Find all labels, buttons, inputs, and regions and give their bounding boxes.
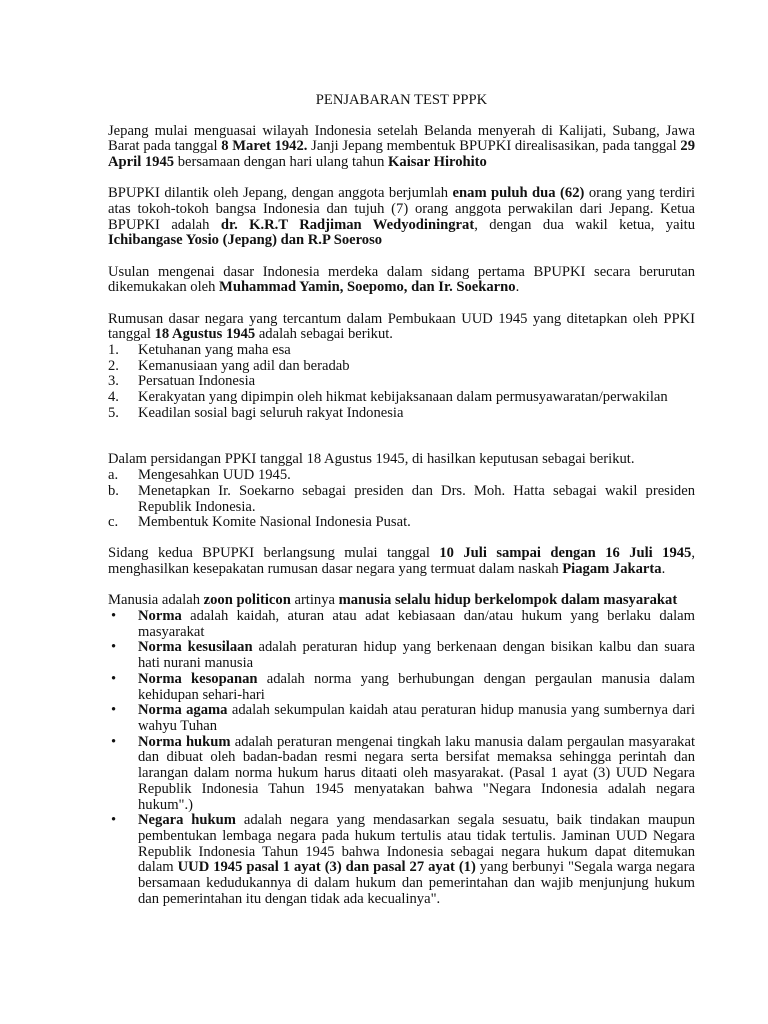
bold-text: Kaisar Hirohito [388,154,487,171]
bold-text: enam puluh dua (62) [452,185,585,202]
bullet-icon: • [111,639,117,656]
text-run: Manusia adalah [108,592,204,609]
text-run: Kemanusiaan yang adil dan beradab [138,357,350,374]
bullet-icon: • [111,812,117,829]
bold-text: 8 Maret 1942. [221,138,308,155]
bullet-list [108,609,695,907]
text-run: Sidang kedua BPUPKI berlangsung mulai tanggal [108,545,440,562]
list-item [108,374,695,390]
paragraph [108,312,695,343]
bold-text: Norma kesusilaan [138,639,253,656]
text-run: Menetapkan Ir. Soekarno sebagai presiden dan Drs. Moh. Hatta sebagai wakil presiden Republik Indonesia. [138,482,695,515]
bold-text: 29 April 1945 [108,138,695,171]
document-page [108,93,695,923]
paragraph [108,452,695,468]
bold-text: Piagam Jakarta [562,561,662,578]
bold-text: 10 Juli sampai dengan 16 Juli 1945 [439,545,692,562]
list-item-text [138,515,695,531]
text-run: Kerakyatan yang dipimpin oleh hikmat kebijaksanaan dalam permusyawaratan/perwakilan [138,389,668,406]
text-run: artinya [290,592,339,609]
list-item-text [138,609,695,640]
text-run: adalah kaidah, aturan atau adat kebiasaan dan/atau hukum yang berlaku dalam masyarakat [138,608,695,640]
list-marker: 4. [108,389,119,406]
text-run: Persatuan Indonesia [138,373,256,390]
document-body [108,124,695,908]
text-run: Jepang mulai menguasai wilayah Indonesia setelah Belanda menyerah di Kalijati, Subang, Jawa Barat pada tanggal [108,122,695,155]
list-item [108,359,695,375]
text-run: Ketuhanan yang maha esa [138,341,291,358]
bullet-icon: • [111,702,117,719]
list-marker: c. [108,514,119,531]
text-run: orang yang terdiri atas tokoh-tokoh bangsa Indonesia dan tujuh (7) orang anggota perwakilan dari Jepang. Ketua BPUPKI adalah [108,185,696,233]
text-run: Rumusan dasar negara yang tercantum dalam Pembukaan UUD 1945 yang ditetapkan oleh PPKI tanggal [108,310,695,343]
list-item-text [138,359,695,375]
text-run: adalah sebagai berikut. [255,326,393,343]
list-item-text [138,468,695,484]
list-item-text [138,406,695,422]
list-item [108,640,695,671]
text-run: . [515,279,520,296]
list-item-text [138,484,695,515]
text-run: Mengesahkan UUD 1945. [138,467,291,484]
list-item [108,813,695,907]
list-item-text [138,374,695,390]
list-marker: b. [108,482,119,499]
numbered-list [108,343,695,422]
bold-text: manusia selalu hidup berkelompok dalam masyarakat [338,592,678,609]
text-run: , dengan dua wakil ketua, yaitu [474,216,695,233]
bold-text: UUD 1945 pasal 1 ayat (3) dan pasal 27 ayat (1) [177,859,476,876]
list-item-text [138,343,695,359]
list-item [108,406,695,422]
list-marker: 1. [108,341,119,358]
text-run: adalah norma yang berhubungan dengan pergaulan manusia dalam kehidupan sehari-hari [138,670,695,703]
list-item [108,672,695,703]
list-item-text [138,672,695,703]
text-run: adalah sekumpulan kaidah atau peraturan hidup manusia yang sumbernya dari wahyu Tuhan [138,702,696,734]
bold-text: 18 Agustus 1945 [154,326,256,343]
text-run: Keadilan sosial bagi seluruh rakyat Indonesia [138,404,404,421]
text-run: adalah peraturan mengenai tingkah laku manusia dalam pergaulan masyarakat dan dibuat oleh badan-badan resmi negara serta bersifat memaksa sehingga perintah dan larangan dalam norma hukum harus ditaati oleh masyarakat. (Pasal 1 ayat (3) UUD Negara Republik Indonesia Tahun 1945 menyatakan bahwa "Negara Indonesia adalah negara hukum".) [138,733,695,813]
list-item [108,484,695,515]
text-run: . [661,561,666,578]
text-run: adalah negara yang mendasarkan segala sesuatu, baik tindakan maupun pembentukan lembaga negara pada hukum tertulis atau tidak tertulis. Jaminan UUD Negara Republik Indonesia Tahun 1945 bahwa Indonesia sebagai negara hukum dapat ditemukan dalam [138,812,696,876]
paragraph [108,124,695,171]
bold-text: zoon politicon [203,592,291,609]
list-item-text [138,390,695,406]
list-item-text [138,813,695,907]
text-run: adalah peraturan hidup yang berkenaan dengan bisikan kalbu dan suara hati nurani manusia [138,639,695,672]
text-run: , menghasilkan kesepakatan rumusan dasar negara yang termuat dalam naskah [108,545,695,578]
list-item [108,735,695,814]
text-run: yang berbunyi "Segala warga negara bersamaan kedudukannya di dalam hukum dan pemerintahan dan wajib menjunjung hukum dan pemerintahan itu dengan tidak ada kecualinya". [138,859,695,907]
list-item [108,703,695,734]
list-item-text [138,640,695,671]
bullet-icon: • [111,733,117,750]
list-marker: 3. [108,373,119,390]
list-item-text [138,735,695,814]
numbered-list [108,468,695,531]
paragraph [108,186,695,249]
bullet-icon: • [111,608,117,625]
list-marker: 5. [108,404,119,421]
text-run: Membentuk Komite Nasional Indonesia Pusat. [138,514,411,531]
bold-text: Ichibangase Yosio (Jepang) dan R.P Soeroso [108,232,383,249]
text-run: Dalam persidangan PPKI tanggal 18 Agustus 1945, di hasilkan keputusan sebagai berikut. [108,451,635,468]
bold-text: Negara hukum [138,812,236,829]
list-marker: 2. [108,357,119,374]
list-marker: a. [108,467,119,484]
text-run: Usulan mengenai dasar Indonesia merdeka dalam sidang pertama BPUPKI secara berurutan dikemukakan oleh [108,263,695,296]
paragraph [108,593,695,609]
paragraph [108,265,695,296]
text-run: Janji Jepang membentuk BPUPKI direalisasikan, pada tanggal [307,138,681,155]
text-run: BPUPKI dilantik oleh Jepang, dengan anggota berjumlah [108,185,453,202]
paragraph [108,546,695,577]
document-title: PENJABARAN TEST PPPK [315,92,488,108]
bold-text: Norma agama [138,702,228,719]
bold-text: Norma kesopanan [138,670,258,687]
list-item-text [138,703,695,734]
bold-text: Norma hukum [138,733,231,750]
bold-text: Norma [138,608,182,625]
list-item [108,468,695,484]
text-run: bersamaan dengan hari ulang tahun [174,154,389,171]
bold-text: dr. K.R.T Radjiman Wedyodiningrat [220,216,475,233]
list-item [108,343,695,359]
list-item [108,609,695,640]
list-item [108,390,695,406]
bullet-icon: • [111,670,117,687]
bold-text: Muhammad Yamin, Soepomo, dan Ir. Soekarno [219,279,516,296]
list-item [108,515,695,531]
